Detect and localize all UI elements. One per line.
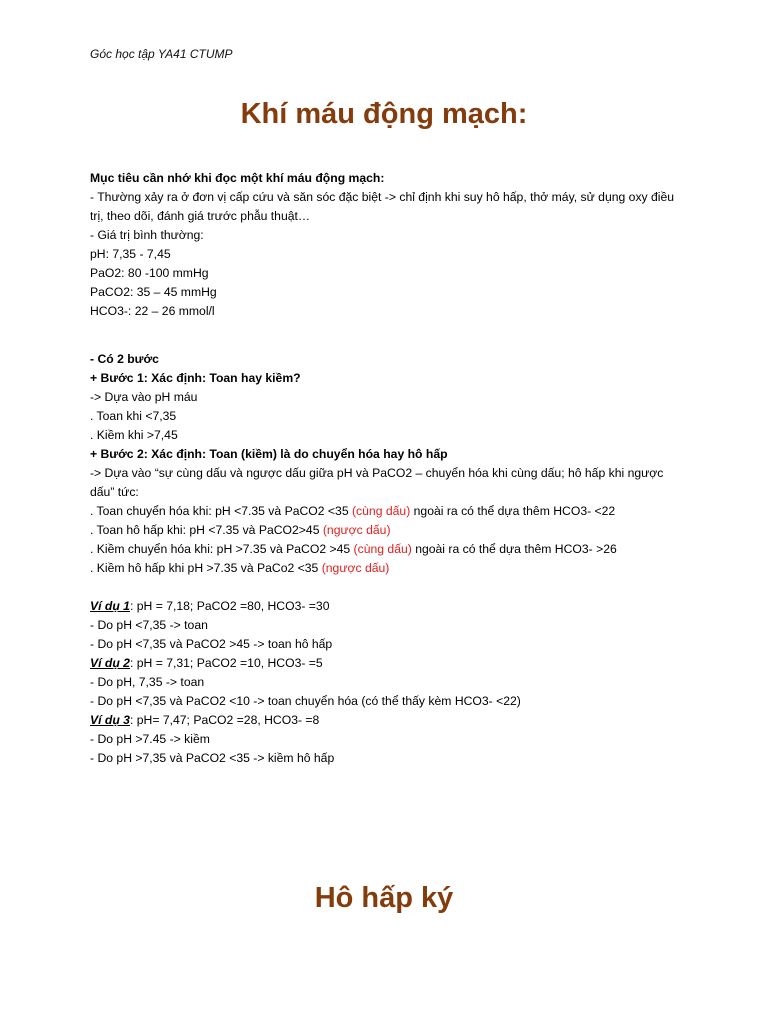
normal-value-hco3: HCO3-: 22 – 26 mmol/l [90,304,215,318]
example-values: : pH = 7,18; PaCO2 =80, HCO3- =30 [129,599,330,613]
example-2 [90,654,690,673]
document-body [90,169,690,768]
rule-text: . Toan chuyển hóa khi: pH <7.35 và PaCO2 <35 [90,504,352,518]
highlight-text: (cùng dấu) [351,504,411,518]
rule-line [90,502,690,521]
example-values: : pH = 7,31; PaCO2 =10, HCO3- =5 [129,656,323,670]
highlight-text: (ngược dấu) [322,523,391,537]
normal-value-pao2: PaO2: 80 -100 mmHg [90,266,209,280]
rule-text: . Kiềm chuyển hóa khi: pH >7.35 và PaCO2 >45 [90,542,354,556]
example-label: Ví dụ 1 [90,599,130,613]
normal-value-paco2: PaCO2: 35 – 45 mmHg [90,285,217,299]
example-line: - Do pH >7,35 và PaCO2 <35 -> kiềm hô hấp [90,751,335,765]
highlight-text: (cùng dấu) [353,542,412,556]
rule-text: . Kiềm hô hấp khi pH >7.35 và PaCo2 <35 [90,561,322,575]
steps-heading: - Có 2 bước [90,352,159,366]
rule-line [90,559,690,578]
example-values: : pH= 7,47; PaCO2 =28, HCO3- =8 [129,713,320,727]
example-1 [90,597,690,616]
intro-heading: Mục tiêu cần nhớ khi đọc một khí máu động mạch: [90,171,385,185]
step-line: -> Dựa vào pH máu [90,390,198,404]
example-line: - Do pH, 7,35 -> toan [90,675,205,689]
rule-text: ngoài ra có thể dựa thêm HCO3- >26 [411,542,617,556]
section-title-blood-gas: Khí máu động mạch: [240,98,528,130]
rule-line [90,521,690,540]
normal-value-ph: pH: 7,35 - 7,45 [90,247,171,261]
example-line: - Do pH <7,35 và PaCO2 >45 -> toan hô hấp [90,637,333,651]
rule-text: . Toan hô hấp khi: pH <7.35 và PaCO2>45 [90,523,323,537]
rule-line [90,540,690,559]
section-title-spirometry: Hô hấp ký [314,882,454,914]
step-1-heading: + Bước 1: Xác định: Toan hay kiềm? [90,371,301,385]
intro-line: - Thường xảy ra ở đơn vị cấp cứu và săn sóc đặc biệt -> chỉ định khi suy hô hấp, thở máy, sử dụng oxy điều trị, theo dõi, đánh giá trước phẫu thuật… [90,190,675,223]
example-line: - Do pH >7.45 -> kiềm [90,732,210,746]
step-line: . Toan khi <7,35 [90,409,177,423]
intro-line: - Giá trị bình thường: [90,228,204,242]
page-header: Góc học tập YA41 CTUMP [90,47,233,61]
example-label: Ví dụ 3 [90,713,130,727]
step-line: -> Dựa vào “sự cùng dấu và ngược dấu giữa pH và PaCO2 – chuyển hóa khi cùng dấu; hô hấp khi ngược dấu” tức: [90,466,664,499]
rule-text: ngoài ra có thể dựa thêm HCO3- <22 [410,504,616,518]
highlight-text: (ngược dấu) [321,561,390,575]
example-line: - Do pH <7,35 và PaCO2 <10 -> toan chuyển hóa (có thể thấy kèm HCO3- <22) [90,694,521,708]
example-line: - Do pH <7,35 -> toan [90,618,208,632]
example-label: Ví dụ 2 [90,656,130,670]
step-line: . Kiềm khi >7,45 [90,428,178,442]
step-2-heading: + Bước 2: Xác định: Toan (kiềm) là do chuyển hóa hay hô hấp [90,447,448,461]
example-3 [90,711,690,730]
